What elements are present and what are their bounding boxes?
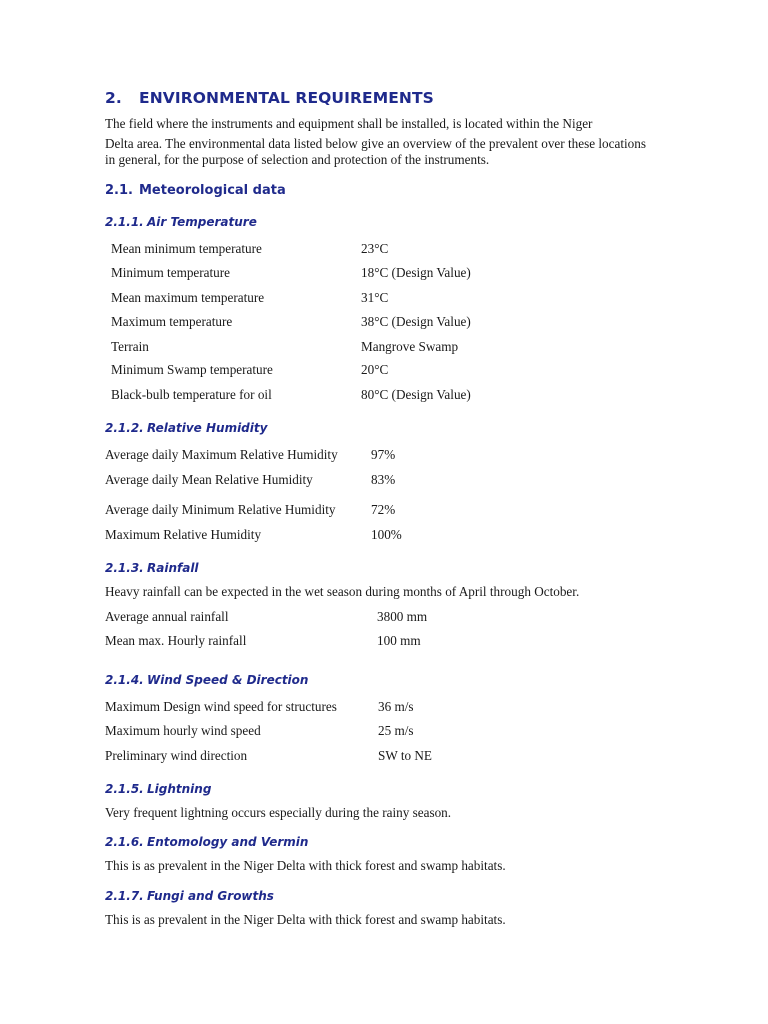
wind-title: Wind Speed & Direction bbox=[147, 673, 309, 687]
lightning-number: 2.1.5. bbox=[105, 782, 144, 796]
table-row-label: Minimum Swamp temperature bbox=[111, 362, 273, 377]
table-row-label: Mean minimum temperature bbox=[111, 241, 262, 256]
intro-line-2: Delta area. The environmental data listed below give an overview of the prevalent over these locations bbox=[105, 136, 646, 151]
fungi-number: 2.1.7. bbox=[105, 889, 144, 903]
entomology-heading bbox=[105, 835, 308, 849]
table-row-label: Terrain bbox=[111, 339, 149, 354]
entomology-number: 2.1.6. bbox=[105, 835, 144, 849]
table-row-label: Maximum temperature bbox=[111, 314, 233, 329]
section-title: ENVIRONMENTAL REQUIREMENTS bbox=[139, 89, 434, 107]
rainfall-number: 2.1.3. bbox=[105, 561, 144, 575]
section-heading bbox=[105, 89, 434, 107]
table-row-label: Maximum Relative Humidity bbox=[105, 527, 262, 542]
entomology-title: Entomology and Vermin bbox=[147, 835, 309, 849]
meteorological-heading bbox=[105, 183, 286, 198]
section-number: 2. bbox=[105, 89, 122, 107]
fungi-text: This is as prevalent in the Niger Delta with thick forest and swamp habitats. bbox=[105, 912, 506, 927]
table-row-label: Mean max. Hourly rainfall bbox=[105, 633, 247, 648]
table-row-value: 83% bbox=[371, 472, 396, 487]
table-row-label: Mean maximum temperature bbox=[111, 290, 265, 305]
table-row-value: 31°C bbox=[361, 290, 389, 305]
lightning-text: Very frequent lightning occurs especially during the rainy season. bbox=[105, 805, 452, 820]
relative-humidity-heading bbox=[105, 421, 267, 435]
intro-line-1: The field where the instruments and equipment shall be installed, is located within the Niger bbox=[105, 116, 593, 131]
table-row-value: 3800 mm bbox=[377, 609, 428, 624]
table-row-label: Average daily Minimum Relative Humidity bbox=[105, 502, 336, 517]
table-row-value: 20°C bbox=[361, 362, 389, 377]
table-row-value: 72% bbox=[371, 502, 396, 517]
table-row-value: SW to NE bbox=[378, 748, 432, 763]
relative-humidity-title: Relative Humidity bbox=[147, 421, 268, 435]
table-row-value: Mangrove Swamp bbox=[361, 339, 459, 354]
wind-number: 2.1.4. bbox=[105, 673, 144, 687]
fungi-title: Fungi and Growths bbox=[147, 889, 274, 903]
rainfall-text: Heavy rainfall can be expected in the wet season during months of April through October. bbox=[105, 584, 580, 599]
rainfall-title: Rainfall bbox=[147, 561, 199, 575]
table-row-value: 23°C bbox=[361, 241, 389, 256]
rainfall-heading bbox=[105, 561, 199, 575]
table-row-label: Average annual rainfall bbox=[105, 609, 229, 624]
table-row-value: 100 mm bbox=[377, 633, 421, 648]
table-row-value: 100% bbox=[371, 527, 402, 542]
table-row-label: Preliminary wind direction bbox=[105, 748, 248, 763]
air-temperature-title: Air Temperature bbox=[147, 215, 257, 229]
table-row-value: 97% bbox=[371, 447, 396, 462]
air-temperature-number: 2.1.1. bbox=[105, 215, 144, 229]
intro-line-3: in general, for the purpose of selection and protection of the instruments. bbox=[105, 152, 490, 167]
lightning-heading bbox=[105, 782, 211, 796]
wind-heading bbox=[105, 673, 308, 687]
table-row-label: Maximum hourly wind speed bbox=[105, 723, 261, 738]
entomology-text: This is as prevalent in the Niger Delta with thick forest and swamp habitats. bbox=[105, 858, 506, 873]
table-row-label: Minimum temperature bbox=[111, 265, 231, 280]
table-row-label: Maximum Design wind speed for structures bbox=[105, 699, 337, 714]
air-temperature-heading bbox=[105, 215, 257, 229]
fungi-heading bbox=[105, 889, 274, 903]
table-row-value: 38°C (Design Value) bbox=[361, 314, 471, 329]
table-row-value: 18°C (Design Value) bbox=[361, 265, 471, 280]
table-row-label: Average daily Mean Relative Humidity bbox=[105, 472, 313, 487]
table-row-value: 80°C (Design Value) bbox=[361, 387, 471, 402]
meteorological-title: Meteorological data bbox=[139, 183, 286, 198]
table-row-value: 25 m/s bbox=[378, 723, 414, 738]
table-row-value: 36 m/s bbox=[378, 699, 414, 714]
relative-humidity-number: 2.1.2. bbox=[105, 421, 144, 435]
table-row-label: Average daily Maximum Relative Humidity bbox=[105, 447, 338, 462]
table-row-label: Black-bulb temperature for oil bbox=[111, 387, 272, 402]
lightning-title: Lightning bbox=[147, 782, 212, 796]
meteorological-number: 2.1. bbox=[105, 183, 133, 198]
